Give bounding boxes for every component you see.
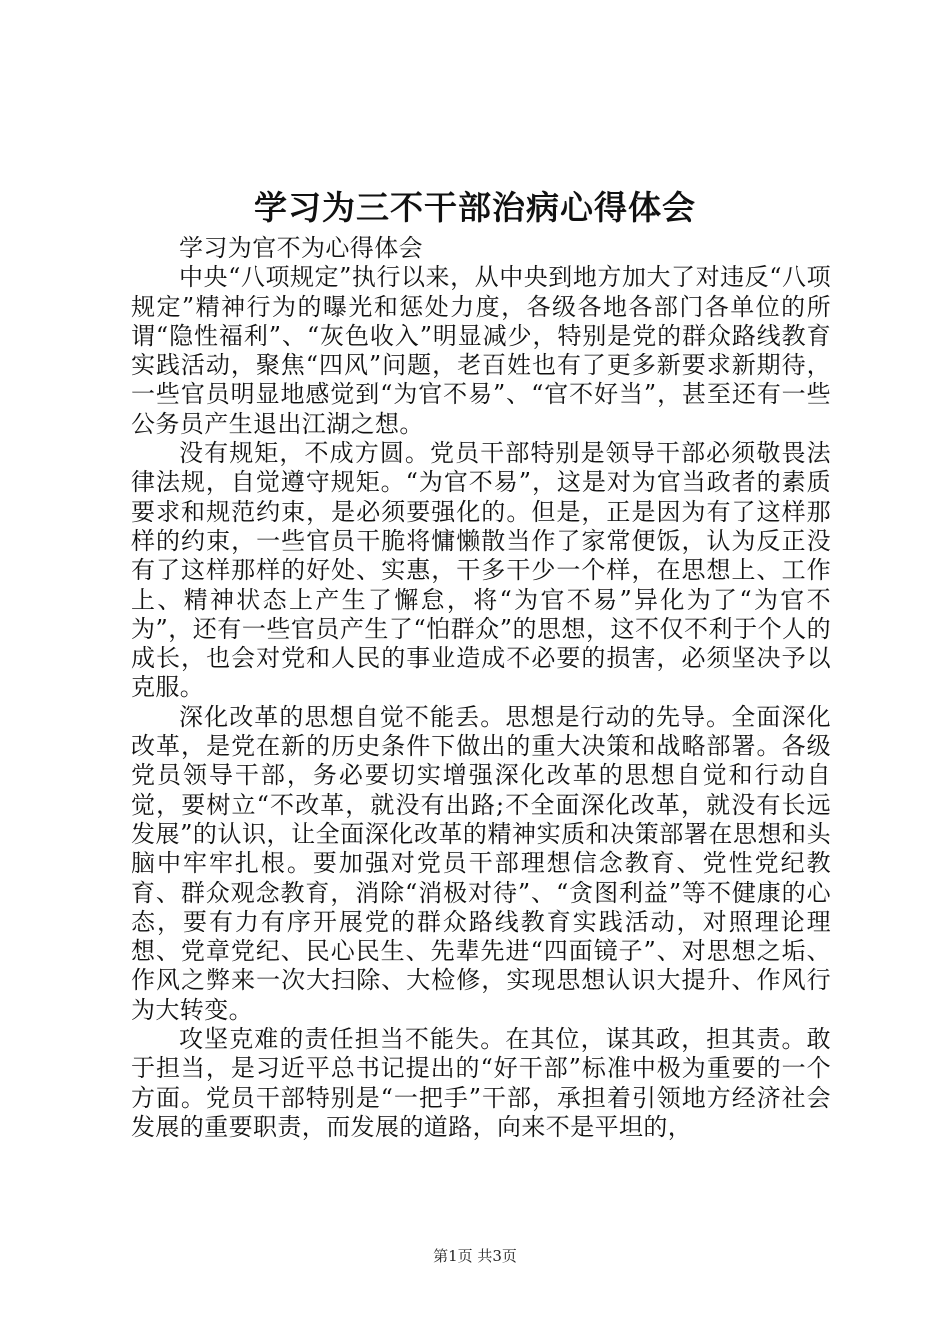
paragraph-2: 没有规矩，不成方圆。党员干部特别是领导干部必须敬畏法律法规，自觉遵守规矩。“为官不易”，这是对为官当政者的素质要求和规范约束，是必须要强化的。但是，正是因为有了这样那样的约束，一些官员干脆将慵懒散当作了家常便饭，认为反正没有了这样那样的好处、实惠，干多干少一个样，在思想上、工作上、精神状态上产生了懈怠，将“为官不易”异化为了“为官不为”，还有一些官员产生了“怕群众”的思想，这不仅不利于个人的成长，也会对党和人民的事业造成不必要的损害，必须坚决予以克服。 [131, 439, 831, 702]
paragraph-1: 中央“八项规定”执行以来，从中央到地方加大了对违反“八项规定”精神行为的曝光和惩处力度，各级各地各部门各单位的所谓“隐性福利”、“灰色收入”明显减少，特别是党的群众路线教育实践活动，聚焦“四风”问题，老百姓也有了更多新要求新期待，一些官员明显地感觉到“为官不易”、“官不好当”，甚至还有一些公务员产生退出江湖之想。 [131, 263, 831, 438]
document-title: 学习为三不干部治病心得体会 [254, 188, 696, 227]
paragraph-subtitle: 学习为官不为心得体会 [179, 234, 423, 262]
paragraph-4: 攻坚克难的责任担当不能失。在其位，谋其政，担其责。敢于担当，是习近平总书记提出的“好干部”标准中极为重要的一个方面。党员干部特别是“一把手”干部，承担着引领地方经济社会发展的重要职责，而发展的道路，向来不是平坦的， [131, 1025, 831, 1141]
document-body [131, 234, 831, 1142]
page-footer: 第1页 共3页 [433, 1247, 517, 1265]
paragraph-3: 深化改革的思想自觉不能丢。思想是行动的先导。全面深化改革，是党在新的历史条件下做出的重大决策和战略部署。各级党员领导干部，务必要切实增强深化改革的思想自觉和行动自觉，要树立“不改革，就没有出路;不全面深化改革，就没有长远发展”的认识，让全面深化改革的精神实质和决策部署在思想和头脑中牢牢扎根。要加强对党员干部理想信念教育、党性党纪教育、群众观念教育，消除“消极对待”、“贪图利益”等不健康的心态，要有力有序开展党的群众路线教育实践活动，对照理论理想、党章党纪、民心民生、先辈先进“四面镜子”、对思想之垢、作风之弊来一次大扫除、大检修，实现思想认识大提升、作风行为大转变。 [131, 702, 831, 1024]
